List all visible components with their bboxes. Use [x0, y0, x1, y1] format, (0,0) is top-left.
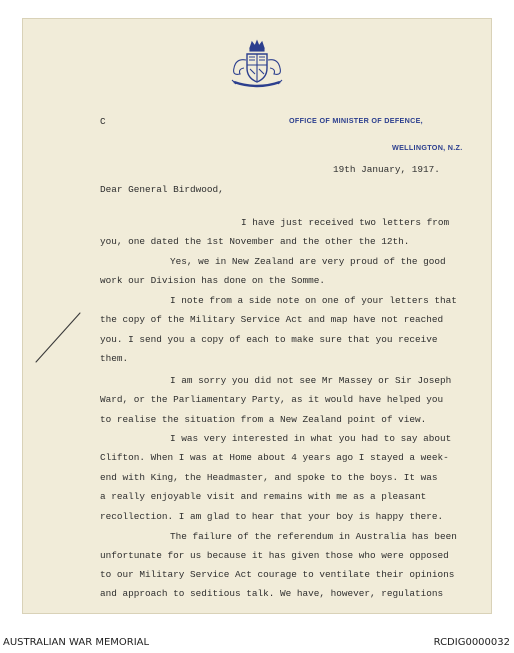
body-line: end with King, the Headmaster, and spoke to the boys. It was [100, 472, 438, 483]
salutation: Dear General Birdwood, [100, 184, 224, 195]
body-line: you, one dated the 1st November and the other the 12th. [100, 236, 410, 247]
body-line: Ward, or the Parliamentary Party, as it would have helped you [100, 394, 444, 405]
body-line: Clifton. When I was at Home about 4 years ago I stayed a week- [100, 452, 449, 463]
pencil-margin-stroke [32, 310, 84, 366]
body-line: unfortunate for us because it has given those who were opposed [100, 550, 449, 561]
body-line: I have just received two letters from [241, 217, 450, 228]
body-line: them. [100, 353, 129, 364]
body-line: recollection. I am glad to hear that your boy is happy there. [100, 511, 444, 522]
letterhead-city: WELLINGTON, N.Z. [392, 143, 463, 152]
body-line: work our Division has done on the Somme. [100, 275, 326, 286]
body-line: a really enjoyable visit and remains with me as a pleasant [100, 491, 427, 502]
body-line: and approach to seditious talk. We have, however, regulations [100, 588, 444, 599]
coat-of-arms-crest [226, 38, 288, 96]
body-line: The failure of the referendum in Australia has been [170, 531, 457, 542]
body-line: you. I send you a copy of each to make sure that you receive [100, 334, 438, 345]
body-line: I note from a side note on one of your letters that [170, 295, 457, 306]
body-line: to our Military Service Act courage to ventilate their opinions [100, 569, 455, 580]
letterhead-office: OFFICE OF MINISTER OF DEFENCE, [289, 116, 423, 125]
archive-name: AUSTRALIAN WAR MEMORIAL [3, 637, 150, 648]
body-line: Yes, we in New Zealand are very proud of the good [170, 256, 446, 267]
reference-mark: C [100, 116, 106, 127]
archive-record-id: RCDIG0000032 [433, 637, 510, 648]
body-line: the copy of the Military Service Act and map have not reached [100, 314, 444, 325]
letter-date: 19th January, 1917. [333, 164, 440, 175]
body-line: to realise the situation from a New Zealand point of view. [100, 414, 427, 425]
body-line: I was very interested in what you had to say about [170, 433, 452, 444]
archive-footer [0, 633, 514, 653]
body-line: I am sorry you did not see Mr Massey or Sir Joseph [170, 375, 452, 386]
